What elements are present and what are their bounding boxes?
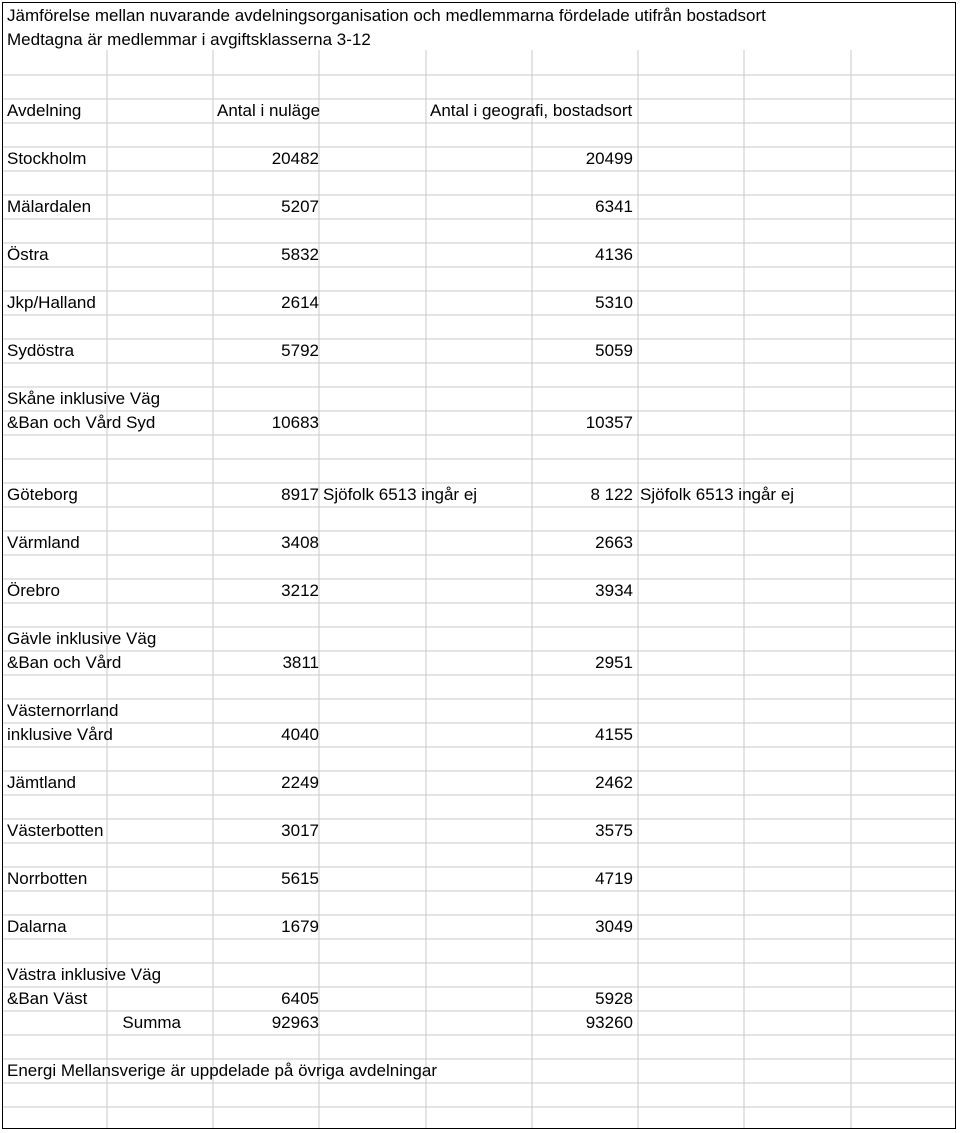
row-geo: 10357 bbox=[585, 413, 633, 432]
row-name-line-2: inklusive Vård bbox=[7, 725, 113, 744]
row-geo: 4719 bbox=[595, 869, 633, 888]
row-name: Värmland bbox=[7, 533, 80, 552]
row-current: 3811 bbox=[282, 653, 319, 672]
row-name-line-1: Västra inklusive Väg bbox=[7, 965, 162, 984]
row-geo: 5310 bbox=[595, 293, 633, 312]
row-current: 1679 bbox=[281, 917, 319, 936]
header-current: Antal i nuläge bbox=[217, 101, 321, 120]
row-current: 5832 bbox=[281, 245, 319, 264]
row-geo: 4136 bbox=[595, 245, 633, 264]
row-current: 5207 bbox=[281, 197, 319, 216]
row-name: Mälardalen bbox=[7, 197, 92, 216]
row-current: 3408 bbox=[281, 533, 319, 552]
row-current: 4040 bbox=[281, 725, 319, 744]
row-geo: 3575 bbox=[595, 821, 633, 840]
row-current: 10683 bbox=[271, 413, 319, 432]
row-name: Göteborg bbox=[7, 485, 78, 504]
row-name-line-1: Skåne inklusive Väg bbox=[7, 389, 161, 408]
row-name-line-1: Västernorrland bbox=[7, 701, 119, 720]
row-current: 5792 bbox=[281, 341, 319, 360]
row-current: 3212 bbox=[281, 581, 319, 600]
row-name: Dalarna bbox=[7, 917, 67, 936]
row-geo: 4155 bbox=[595, 725, 633, 744]
row-name-line-2: &Ban Väst bbox=[7, 989, 88, 1008]
row-name: Sydöstra bbox=[7, 341, 75, 360]
row-current: 3017 bbox=[281, 821, 319, 840]
header-division: Avdelning bbox=[7, 101, 82, 120]
row-name: Jämtland bbox=[7, 773, 76, 792]
row-name: Örebro bbox=[7, 581, 60, 600]
row-name-line-2: &Ban och Vård bbox=[7, 653, 122, 672]
row-geo: 20499 bbox=[585, 149, 633, 168]
row-geo-note: Sjöfolk 6513 ingår ej bbox=[640, 485, 795, 504]
row-geo: 5928 bbox=[595, 989, 633, 1008]
row-geo: 2663 bbox=[595, 533, 633, 552]
row-geo: 5059 bbox=[595, 341, 633, 360]
row-current: 2249 bbox=[281, 773, 319, 792]
total-geo: 93260 bbox=[585, 1013, 633, 1032]
row-current-note: Sjöfolk 6513 ingår ej bbox=[323, 485, 478, 504]
row-name-line-1: Gävle inklusive Väg bbox=[7, 629, 157, 648]
sheet-title: Jämförelse mellan nuvarande avdelningsorganisation och medlemmarna fördelade utifrån bostadsort bbox=[7, 6, 766, 25]
sheet-subtitle: Medtagna är medlemmar i avgiftsklasserna 3-12 bbox=[7, 30, 371, 49]
row-current: 8917 bbox=[281, 485, 319, 504]
total-label: Summa bbox=[122, 1013, 181, 1032]
total-current: 92963 bbox=[271, 1013, 319, 1032]
footnote: Energi Mellansverige är uppdelade på övriga avdelningar bbox=[7, 1061, 437, 1080]
row-current: 6405 bbox=[281, 989, 319, 1008]
row-name: Norrbotten bbox=[7, 869, 88, 888]
row-current: 20482 bbox=[271, 149, 319, 168]
row-current: 5615 bbox=[281, 869, 319, 888]
row-name: Västerbotten bbox=[7, 821, 104, 840]
row-geo: 3049 bbox=[595, 917, 633, 936]
row-name-line-2: &Ban och Vård Syd bbox=[7, 413, 156, 432]
row-geo: 3934 bbox=[595, 581, 633, 600]
row-current: 2614 bbox=[281, 293, 319, 312]
row-name: Jkp/Halland bbox=[7, 293, 96, 312]
row-geo: 6341 bbox=[595, 197, 633, 216]
row-geo: 2462 bbox=[595, 773, 633, 792]
row-geo: 2951 bbox=[595, 653, 633, 672]
row-name: Östra bbox=[7, 245, 49, 264]
row-name: Stockholm bbox=[7, 149, 87, 168]
header-geography: Antal i geografi, bostadsort bbox=[430, 101, 633, 120]
row-geo: 8 122 bbox=[590, 485, 633, 504]
